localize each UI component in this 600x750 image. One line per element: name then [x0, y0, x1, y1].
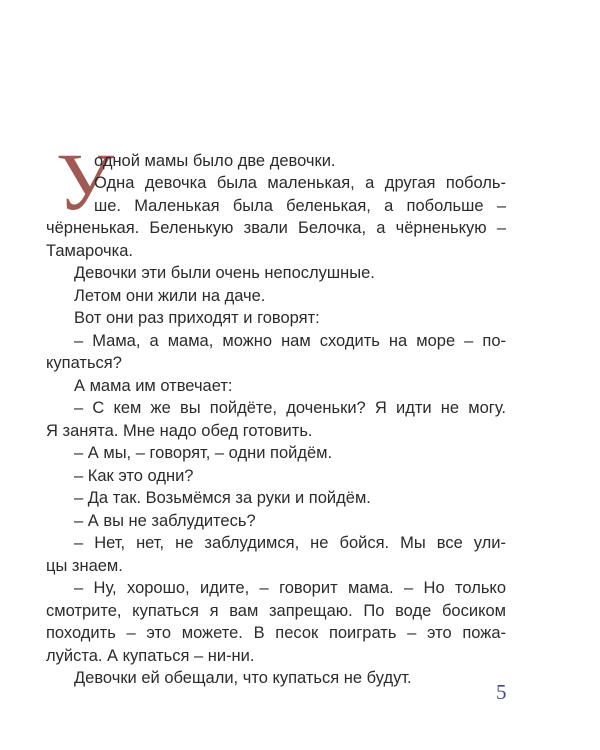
- text-line: Девочки эти были очень непослушные.: [74, 264, 375, 282]
- text-line: смотрите, купаться я вам запрещаю. По воде босиком: [46, 601, 506, 620]
- text-line: Одна девочка была маленькая, а другая поболь-: [94, 174, 506, 192]
- text-line: Вот они раз приходят и говорят:: [74, 309, 320, 327]
- text-line: Летом они жили на даче.: [74, 286, 266, 305]
- story-text: [46, 150, 506, 690]
- text-line: чёрненькая. Беленькую звали Белочка, а чёрненькую –: [46, 219, 506, 237]
- text-line: – Ну, хорошо, идите, – говорит мама. – Но только: [74, 579, 506, 597]
- text-line: – С кем же вы пойдёте, доченьки? Я идти не могу.: [74, 399, 506, 417]
- text-line: луйста. А купаться – ни-ни.: [46, 646, 255, 665]
- text-line: Девочки ей обещали, что купаться не будут.: [74, 669, 412, 687]
- text-line: походить – это можете. В песок поиграть – это пожа-: [46, 624, 506, 642]
- text-line: – Да так. Возьмёмся за руки и пойдём.: [74, 489, 371, 507]
- text-line: – А мы, – говорят, – одни пойдём.: [74, 444, 333, 462]
- text-line: – Мама, а мама, можно нам сходить на море – по-: [74, 331, 506, 350]
- drop-cap: У: [56, 136, 115, 227]
- text-line: – Нет, нет, не заблудимся, не бойся. Мы все ули-: [74, 534, 506, 552]
- page-number: 5: [496, 680, 507, 704]
- text-line: ше. Маленькая была беленькая, а побольше –: [94, 196, 506, 215]
- text-line: Тамарочка.: [46, 241, 133, 260]
- text-line: – Как это одни?: [74, 466, 194, 485]
- text-line: купаться?: [46, 354, 122, 372]
- text-line: одной мамы было две девочки.: [94, 151, 336, 170]
- text-line: – А вы не заблудитесь?: [74, 511, 256, 530]
- text-line: А мама им отвечает:: [74, 376, 233, 395]
- text-line: Я занята. Мне надо обед готовить.: [46, 421, 313, 440]
- text-line: цы знаем.: [46, 556, 123, 575]
